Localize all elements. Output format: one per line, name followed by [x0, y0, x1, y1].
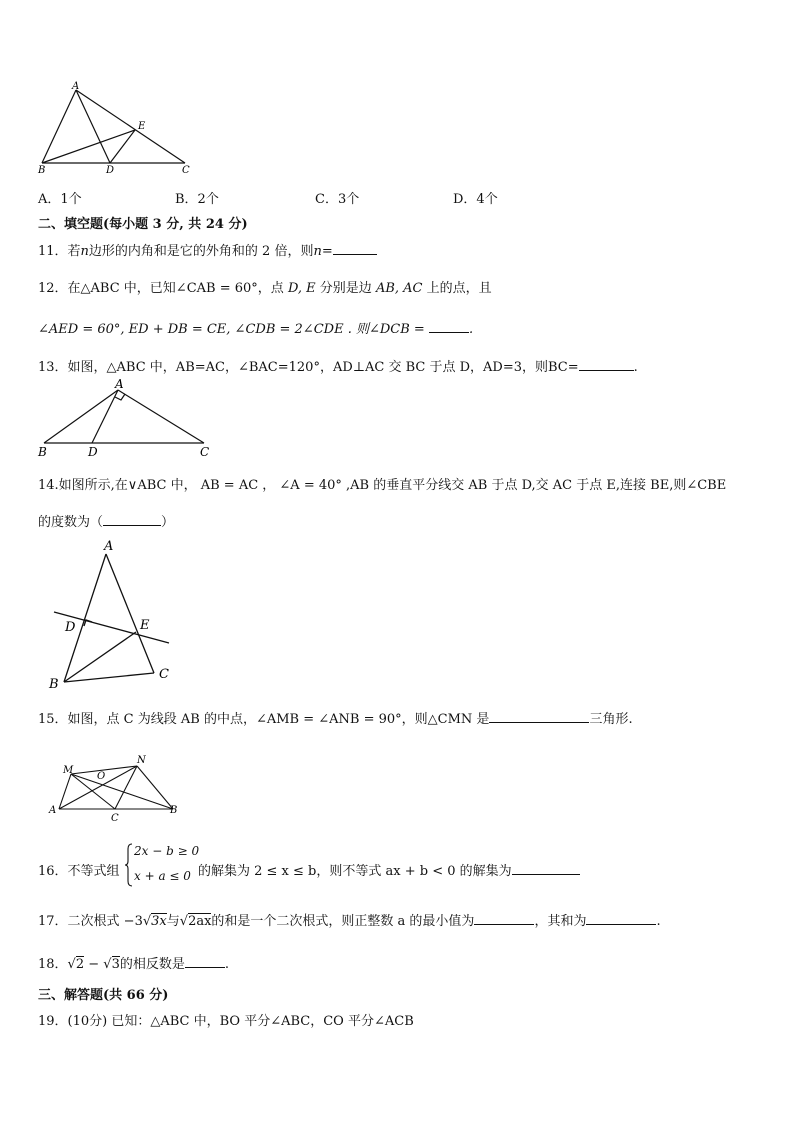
- question-14-line-1: 14.如图所示,在∨ABC 中， AB = AC ， ∠A = 40° ,AB 的垂直平分线交 AB 于点 D,交 AC 于点 E,连接 BE,则∠CBE: [38, 478, 727, 493]
- inequality-row-2: x + a ≤ 0: [134, 869, 191, 883]
- sqrt-symbol: √: [142, 914, 152, 929]
- figure-15-quadrilateral: [45, 752, 185, 824]
- question-11: 11．若n边形的内角和是它的外角和的 2 倍，则n=: [38, 240, 377, 259]
- label-b: B: [38, 445, 47, 458]
- figure-14-triangle: [36, 536, 186, 696]
- option-d: D．4个: [453, 192, 498, 207]
- figure-top-triangle: [30, 80, 200, 175]
- answer-blank-15[interactable]: [489, 710, 589, 723]
- question-12-line-2: ∠AED = 60°, ED + DB = CE, ∠CDB = 2∠CDE . 则∠DCB = .: [38, 322, 474, 337]
- label-a: A: [72, 81, 80, 92]
- label-o: O: [97, 771, 106, 782]
- label-c: C: [159, 667, 169, 682]
- inequality-row-1: 2x − b ≥ 0: [134, 844, 200, 858]
- answer-blank-12[interactable]: [429, 320, 469, 333]
- label-d: D: [88, 445, 98, 458]
- label-a: A: [115, 377, 124, 391]
- option-a: A．1个: [38, 192, 82, 207]
- section-2-title: 二、填空题(每小题 3 分, 共 24 分): [38, 217, 248, 232]
- question-14-line-2: 的度数为（ ）: [38, 515, 175, 530]
- answer-blank-13[interactable]: [579, 358, 634, 371]
- brace-symbol: [124, 843, 134, 887]
- sqrt-symbol: √: [103, 957, 112, 972]
- answer-blank-17b[interactable]: [586, 912, 656, 925]
- label-a: A: [104, 539, 114, 554]
- answer-blank-17a[interactable]: [474, 912, 534, 925]
- label-d: D: [65, 620, 76, 635]
- question-18: 18．√2 − √3的相反数是 .: [38, 957, 230, 972]
- option-b: B．2个: [175, 192, 219, 207]
- answer-blank-18[interactable]: [185, 955, 225, 968]
- label-d: D: [106, 165, 115, 175]
- answer-blank-16[interactable]: [512, 862, 580, 875]
- label-a: A: [49, 805, 57, 816]
- label-m: M: [63, 765, 74, 776]
- option-c: C．3个: [315, 192, 360, 207]
- label-e: E: [140, 618, 150, 633]
- label-b: B: [170, 805, 178, 816]
- label-e: E: [138, 121, 146, 132]
- figure-13-triangle: [32, 376, 222, 458]
- question-17: 17．二次根式 −3√3x与√2ax的和是一个二次根式，则正整数 a 的最小值为 ，其和为 .: [38, 914, 661, 929]
- answer-blank-11[interactable]: [333, 242, 377, 255]
- sqrt-symbol: √: [67, 957, 76, 972]
- sqrt-symbol: √: [179, 914, 189, 929]
- question-16: 的解集为 2 ≤ x ≤ b，则不等式 ax + b < 0 的解集为: [198, 860, 580, 879]
- question-12-line-1: 12．在△ABC 中，已知∠CAB = 60°，点 D, E 分别是边 AB, AC 上的点，且: [38, 281, 492, 296]
- answer-blank-14[interactable]: [103, 513, 161, 526]
- label-c: C: [182, 165, 190, 175]
- label-b: B: [49, 677, 59, 692]
- label-c: C: [111, 813, 119, 824]
- question-19: 19．(10分) 已知：△ABC 中，BO 平分∠ABC，CO 平分∠ACB: [38, 1014, 414, 1029]
- label-c: C: [200, 445, 210, 458]
- label-b: B: [38, 165, 46, 175]
- label-n: N: [137, 755, 146, 766]
- section-3-title: 三、解答题(共 66 分): [38, 988, 169, 1003]
- question-15: 15．如图，点 C 为线段 AB 的中点，∠AMB = ∠ANB = 90°，则△CMN 是 三角形.: [38, 712, 633, 727]
- question-16-prefix: 16．不等式组: [38, 864, 120, 879]
- question-13: 13．如图，△ABC 中，AB=AC，∠BAC=120°，AD⊥AC 交 BC 于点 D，AD=3，则BC= .: [38, 360, 638, 375]
